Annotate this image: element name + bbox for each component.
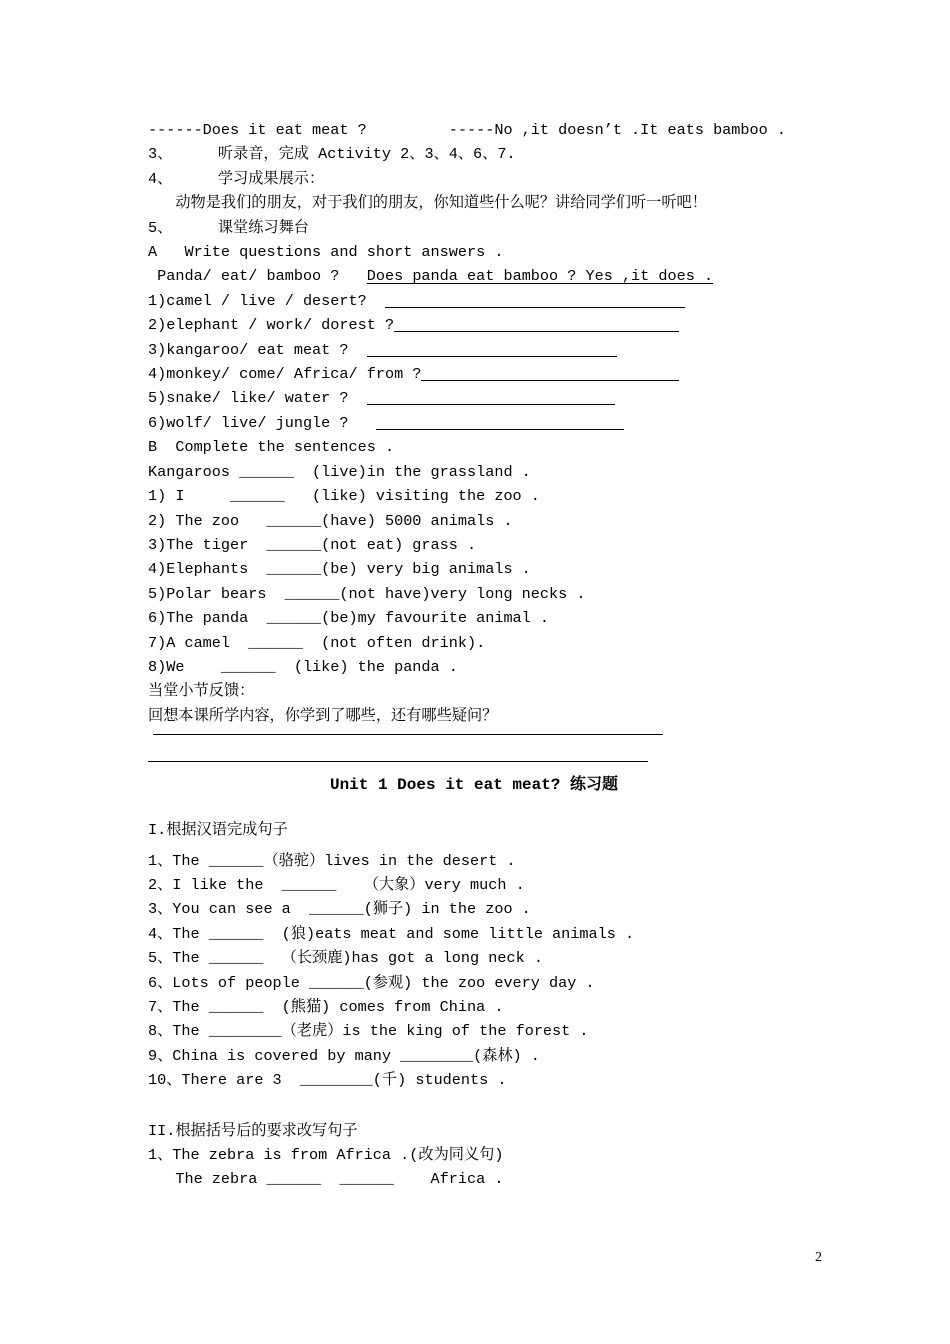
part-1-item-8: 8、The ________（老虎）is the king of the forest . bbox=[148, 1022, 589, 1041]
item-2-blank[interactable] bbox=[394, 317, 679, 332]
part-1-item-1: 1、The ______（骆驼）lives in the desert . bbox=[148, 851, 516, 870]
example-answer: Does panda eat bamboo ? Yes ,it does . bbox=[366, 267, 714, 286]
exercise-b-item-8: 8)We ______ (like) the panda . bbox=[148, 657, 458, 676]
exercise-b-item-2: 2) The zoo ______(have) 5000 animals . bbox=[148, 511, 513, 530]
part-1-heading: I.根据汉语完成句子 bbox=[148, 821, 288, 840]
part-1-item-9: 9、China is covered by many ________(森林) . bbox=[148, 1046, 540, 1065]
item-6-blank[interactable] bbox=[376, 415, 624, 430]
exercise-a-item-1 bbox=[148, 289, 800, 313]
exercise-b-item-3: 3)The tiger ______(not eat) grass . bbox=[148, 535, 477, 554]
exercise-b-example: Kangaroos ______ (live)in the grassland . bbox=[148, 462, 531, 481]
exercise-a-item-4 bbox=[148, 362, 800, 386]
feedback-question: 回想本课所学内容，你学到了哪些，还有哪些疑问？ bbox=[148, 706, 498, 725]
dialogue-line: ------Does it eat meat ? -----No ,it doesn’t .It eats bamboo . bbox=[148, 121, 786, 139]
part-1-item-6: 6、Lots of people ______(参观) the zoo every day . bbox=[148, 973, 595, 992]
exercise-b-item-5: 5)Polar bears ______(not have)very long necks . bbox=[148, 584, 586, 603]
feedback-heading: 当堂小节反馈： bbox=[148, 682, 255, 701]
exercise-a-example bbox=[148, 264, 800, 288]
part-1-item-3: 3、You can see a ______(狮子) in the zoo . bbox=[148, 900, 531, 919]
part-1-item-10: 10、There are 3 ________(千) students . bbox=[148, 1071, 507, 1090]
item-2-prompt: 2)elephant / work/ dorest ? bbox=[148, 316, 395, 335]
part-1-item-5: 5、The ______ （长颈鹿)has got a long neck . bbox=[148, 949, 543, 968]
example-prompt: Panda/ eat/ bamboo ? bbox=[148, 267, 367, 286]
section-title: Unit 1 Does it eat meat? 练习题 bbox=[329, 776, 619, 795]
part-2-heading: II.根据括号后的要求改写句子 bbox=[148, 1121, 358, 1140]
part-1-item-4: 4、The ______ (狼)eats meat and some little animals . bbox=[148, 924, 635, 943]
item-4-prompt: 4)monkey/ come/ Africa/ from ? bbox=[148, 365, 422, 384]
exercise-a-item-3 bbox=[148, 338, 800, 362]
exercise-a-item-6 bbox=[148, 411, 800, 435]
item-5-blank[interactable] bbox=[367, 390, 615, 405]
exercise-a-item-5 bbox=[148, 386, 800, 410]
item-4-blank[interactable] bbox=[421, 366, 679, 381]
item-1-prompt: 1)camel / live / desert? bbox=[148, 291, 385, 310]
exercise-a-heading: A Write questions and short answers . bbox=[148, 243, 504, 262]
exercise-b-item-1: 1) I ______ (like) visiting the zoo . bbox=[148, 487, 540, 506]
step-4-detail-line: 动物是我们的朋友，对于我们的朋友，你知道些什么呢？讲给同学们听一听吧！ bbox=[148, 194, 707, 213]
item-1-blank[interactable] bbox=[385, 293, 685, 308]
step-5-line: 5、 课堂练习舞台 bbox=[148, 218, 309, 237]
step-4-line: 4、 学习成果展示： bbox=[148, 169, 325, 188]
exercise-b-item-4: 4)Elephants ______(be) very big animals . bbox=[148, 560, 531, 579]
item-3-blank[interactable] bbox=[367, 342, 617, 357]
exercise-b-heading: B Complete the sentences . bbox=[148, 438, 395, 457]
exercise-b-item-7: 7)A camel ______ (not often drink). bbox=[148, 633, 486, 652]
exercise-b-item-6: 6)The panda ______(be)my favourite animal . bbox=[148, 609, 550, 628]
part-2-item-1: 1、The zebra is from Africa .(改为同义句) bbox=[148, 1146, 504, 1165]
item-5-prompt: 5)snake/ like/ water ? bbox=[148, 389, 367, 408]
page-number: 2 bbox=[815, 1250, 822, 1265]
item-3-prompt: 3)kangaroo/ eat meat ? bbox=[148, 340, 367, 359]
step-3-line: 3、 听录音，完成 Activity 2、3、4、6、7. bbox=[148, 145, 516, 164]
exercise-a-item-2 bbox=[148, 313, 800, 337]
item-6-prompt: 6)wolf/ live/ jungle ? bbox=[148, 413, 376, 432]
part-2-item-1-answer-line: The zebra ______ ______ Africa . bbox=[148, 1170, 504, 1189]
part-1-item-7: 7、The ______ (熊猫) comes from China . bbox=[148, 998, 504, 1016]
part-1-item-2: 2、I like the ______ （大象）very much . bbox=[148, 875, 525, 894]
